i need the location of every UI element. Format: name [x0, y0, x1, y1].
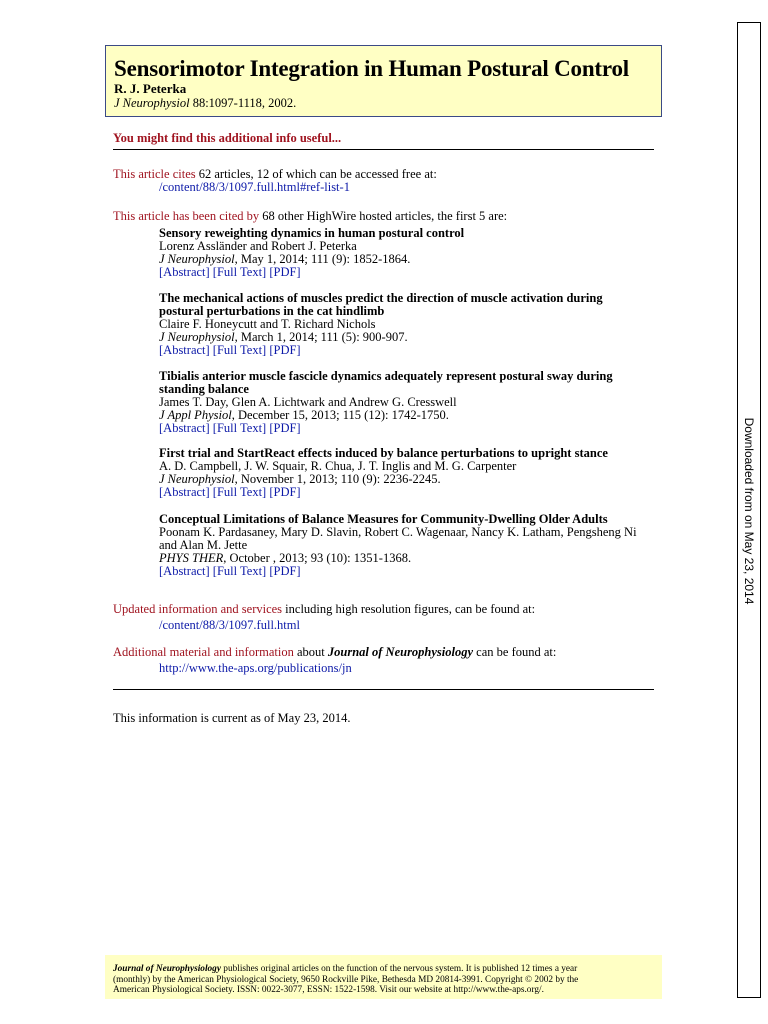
article-4-title: First trial and StartReact effects induced by balance perturbations to upright stance: [159, 446, 608, 460]
article-2: [113, 292, 704, 357]
additional-text-after: can be found at:: [473, 645, 557, 659]
title-box: [105, 45, 662, 117]
article-3-links[interactable]: [Abstract] [Full Text] [PDF]: [159, 421, 301, 435]
article-5: [113, 513, 704, 578]
footer-box: [105, 955, 662, 999]
additional-block: [113, 646, 658, 675]
article-author: R. J. Peterka: [114, 81, 187, 96]
article-4: [113, 447, 704, 499]
article-4-links[interactable]: [Abstract] [Full Text] [PDF]: [159, 485, 301, 499]
updated-text: including high resolution figures, can be found at:: [282, 602, 536, 616]
current-info: This information is current as of May 23, 2014.: [113, 711, 351, 725]
article-1-journal: J Neurophysiol: [159, 252, 235, 266]
updated-label[interactable]: Updated information and services: [113, 602, 283, 616]
article-1-authors: Lorenz Assländer and Robert J. Peterka: [159, 239, 357, 253]
article-5-journal: PHYS THER: [159, 551, 224, 565]
divider: [113, 689, 654, 690]
article-5-authors-line-1: Poonam K. Pardasaney, Mary D. Slavin, Robert C. Wagenaar, Nancy K. Latham, Pengsheng Ni: [159, 525, 637, 539]
cites-link[interactable]: /content/88/3/1097.full.html#ref-list-1: [159, 180, 350, 194]
download-notice: Downloaded from on May 23, 2014: [742, 417, 756, 605]
article-2-details: , March 1, 2014; 111 (5): 900-907.: [234, 330, 408, 344]
article-1-details: , May 1, 2014; 111 (9): 1852-1864.: [234, 252, 411, 266]
article-citation: [114, 96, 653, 111]
article-3: [113, 370, 704, 435]
article-title: Sensorimotor Integration in Human Postural Control: [114, 56, 629, 81]
cited-by-text: 68 other HighWire hosted articles, the first 5 are:: [259, 209, 508, 223]
article-3-authors: James T. Day, Glen A. Lichtwark and Andrew G. Cresswell: [159, 395, 457, 409]
article-3-details: , December 15, 2013; 115 (12): 1742-1750.: [231, 408, 449, 422]
footer-line-1: publishes original articles on the function of the nervous system. It is published 12 times a year: [220, 964, 578, 974]
footer-line-3: American Physiological Society. ISSN: 0022-3077, ESSN: 1522-1598. Visit our website at http://www.the-aps.org/.: [113, 985, 544, 995]
additional-journal: Journal of Neurophysiology: [327, 645, 474, 659]
updated-link[interactable]: /content/88/3/1097.full.html: [159, 618, 300, 632]
article-4-details: , November 1, 2013; 110 (9): 2236-2245.: [234, 472, 441, 486]
article-2-authors: Claire F. Honeycutt and T. Richard Nichols: [159, 317, 376, 331]
additional-text-before: about: [293, 645, 328, 659]
article-4-journal: J Neurophysiol: [159, 472, 235, 486]
article-2-title-line-1: The mechanical actions of muscles predict the direction of muscle activation during: [159, 291, 603, 305]
footer-line-2: (monthly) by the American Physiological Society, 9650 Rockville Pike, Bethesda MD 20814-3991. Copyright © 2002 by the: [113, 974, 579, 985]
article-5-links[interactable]: [Abstract] [Full Text] [PDF]: [159, 564, 301, 578]
article-5-authors-line-2: and Alan M. Jette: [159, 538, 248, 552]
footer-journal: Journal of Neurophysiology: [113, 964, 221, 974]
citation-details: 88:1097-1118, 2002.: [189, 96, 297, 110]
additional-label[interactable]: Additional material and information: [113, 645, 294, 659]
article-5-title: Conceptual Limitations of Balance Measures for Community-Dwelling Older Adults: [159, 512, 608, 526]
citation-journal: J Neurophysiol: [114, 96, 190, 110]
cited-by-block: [113, 210, 658, 223]
article-1: [113, 227, 704, 279]
article-3-title-line-1: Tibialis anterior muscle fascicle dynamics adequately represent postural sway during: [159, 369, 613, 383]
cites-label[interactable]: This article cites: [113, 167, 196, 181]
article-5-details: , October , 2013; 93 (10): 1351-1368.: [223, 551, 412, 565]
updated-block: [113, 603, 658, 632]
cites-block: [113, 168, 658, 194]
info-heading: You might find this additional info useful...: [113, 131, 654, 150]
article-2-links[interactable]: [Abstract] [Full Text] [PDF]: [159, 343, 301, 357]
additional-link[interactable]: http://www.the-aps.org/publications/jn: [159, 661, 352, 675]
article-2-title-line-2: postural perturbations in the cat hindlimb: [159, 304, 385, 318]
article-2-journal: J Neurophysiol: [159, 330, 235, 344]
article-3-journal: J Appl Physiol: [159, 408, 232, 422]
article-1-title: Sensory reweighting dynamics in human postural control: [159, 226, 465, 240]
article-1-links[interactable]: [Abstract] [Full Text] [PDF]: [159, 265, 301, 279]
article-4-authors: A. D. Campbell, J. W. Squair, R. Chua, J. T. Inglis and M. G. Carpenter: [159, 459, 517, 473]
article-3-title-line-2: standing balance: [159, 382, 249, 396]
cites-text: 62 articles, 12 of which can be accessed free at:: [195, 167, 437, 181]
cited-by-label[interactable]: This article has been cited by: [113, 209, 260, 223]
